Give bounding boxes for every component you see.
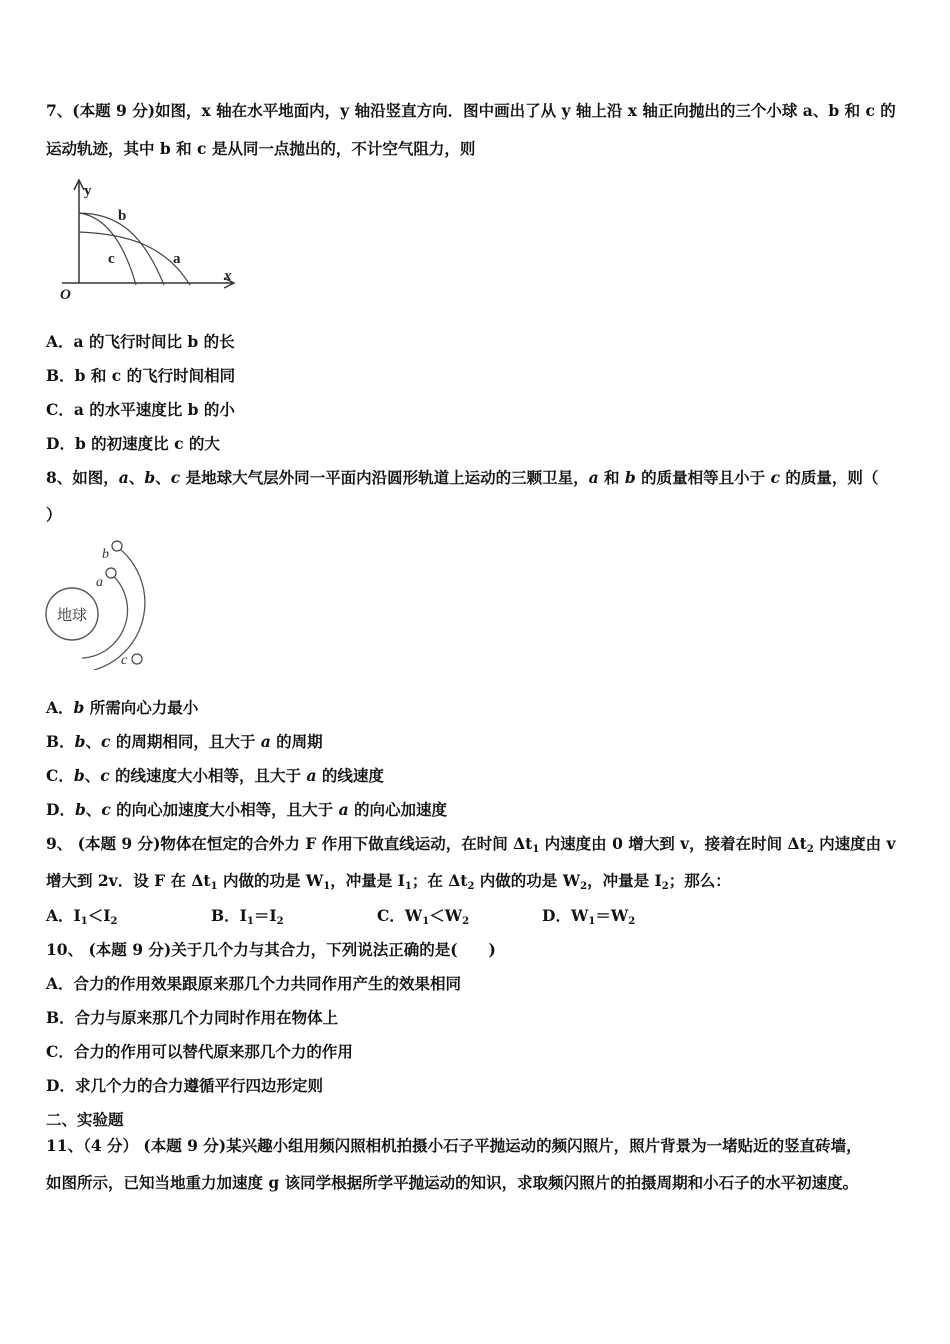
q9-stem-line1: 9、 (本题 9 分)物体在恒定的合外力 F 作用下做直线运动，在时间 $\Delta t_1$ 内速度由 0 增大到 v，接着在时间 $\Delta t_2$ 内速度由 v (46, 834, 896, 855)
q8-option-a[interactable]: A．b 所需向心力最小 (46, 698, 199, 717)
label-c: c (108, 251, 115, 267)
q8-option-c[interactable]: C．b、c 的线速度大小相等，且大于 a 的线速度 (46, 766, 384, 785)
q7-option-c[interactable]: C．a 的水平速度比 b 的小 (46, 400, 235, 419)
q10-option-d[interactable]: D．求几个力的合力遵循平行四边形定则 (46, 1076, 323, 1095)
orbit-bc (94, 546, 145, 670)
q8-orbit-figure (40, 534, 170, 670)
q7-stem-line1: 7、(本题 9 分)如图，x 轴在水平地面内，y 轴沿竖直方向．图中画出了从 y 轴上沿 x 轴正向抛出的三个小球 a、b 和 c 的 (46, 101, 896, 120)
q7-option-a[interactable]: A．a 的飞行时间比 b 的长 (46, 332, 235, 351)
satellite-b (112, 541, 122, 551)
q9-stem-line2: 增大到 2v．设 F 在 $\Delta t_1$ 内做的功是 $W_1$，冲量是 $I_1$；在 $\Delta t_2$ 内做的功是 $W_2$，冲量是 $I_2$；那么： (46, 871, 731, 892)
label-a: a (173, 251, 181, 267)
label-b: b (102, 547, 109, 562)
q9-option-a[interactable]: A．$I_1<I_2$ (46, 906, 118, 927)
label-c: c (121, 653, 128, 668)
q10-option-c[interactable]: C．合力的作用可以替代原来那几个力的作用 (46, 1042, 353, 1061)
q7-stem-line2: 运动轨迹，其中 b 和 c 是从同一点抛出的，不计空气阻力，则 (46, 139, 476, 158)
label-y: y (84, 183, 92, 199)
label-a: a (96, 575, 103, 590)
q10-option-b[interactable]: B．合力与原来那几个力同时作用在物体上 (46, 1008, 339, 1027)
q11-stem-line1: 11、（4 分） (本题 9 分)某兴趣小组用频闪照相机拍摄小石子平抛运动的频闪照片，照片背景为一堵贴近的竖直砖墙， (46, 1136, 862, 1155)
label-b: b (118, 208, 127, 224)
q9-option-b[interactable]: B．$I_1=I_2$ (211, 906, 284, 927)
q8-stem-line1: 8、如图，a、b、c 是地球大气层外同一平面内沿圆形轨道上运动的三颗卫星，a 和 b 的质量相等且小于 c 的质量，则（ (46, 468, 879, 487)
q9-option-c[interactable]: C．$W_1<W_2$ (377, 906, 470, 927)
q7-option-b[interactable]: B．b 和 c 的飞行时间相同 (46, 366, 236, 385)
trajectory-c (79, 213, 136, 285)
q10-option-a[interactable]: A．合力的作用效果跟原来那几个力共同作用产生的效果相同 (46, 974, 462, 993)
section-title-experiment: 二、实验题 (46, 1110, 124, 1129)
q10-stem: 10、 (本题 9 分)关于几个力与其合力，下列说法正确的是( ) (46, 940, 496, 959)
label-x: x (224, 268, 232, 284)
satellite-a (106, 568, 116, 578)
q9-option-d[interactable]: D．$W_1=W_2$ (542, 906, 636, 927)
earth-label: 地球 (56, 608, 88, 624)
q8-stem-line2: ） (46, 505, 62, 524)
q7-option-d[interactable]: D．b 的初速度比 c 的大 (46, 434, 220, 453)
q8-option-b[interactable]: B．b、c 的周期相同，且大于 a 的周期 (46, 732, 323, 751)
q8-option-d[interactable]: D．b、c 的向心加速度大小相等，且大于 a 的向心加速度 (46, 800, 448, 819)
q11-stem-line2: 如图所示，已知当地重力加速度 g 该同学根据所学平抛运动的知识，求取频闪照片的拍摄周期和小石子的水平初速度。 (46, 1173, 859, 1192)
label-origin: O (60, 287, 71, 303)
satellite-c (132, 654, 142, 664)
q7-trajectory-figure (52, 176, 242, 304)
orbit-a (82, 573, 128, 658)
